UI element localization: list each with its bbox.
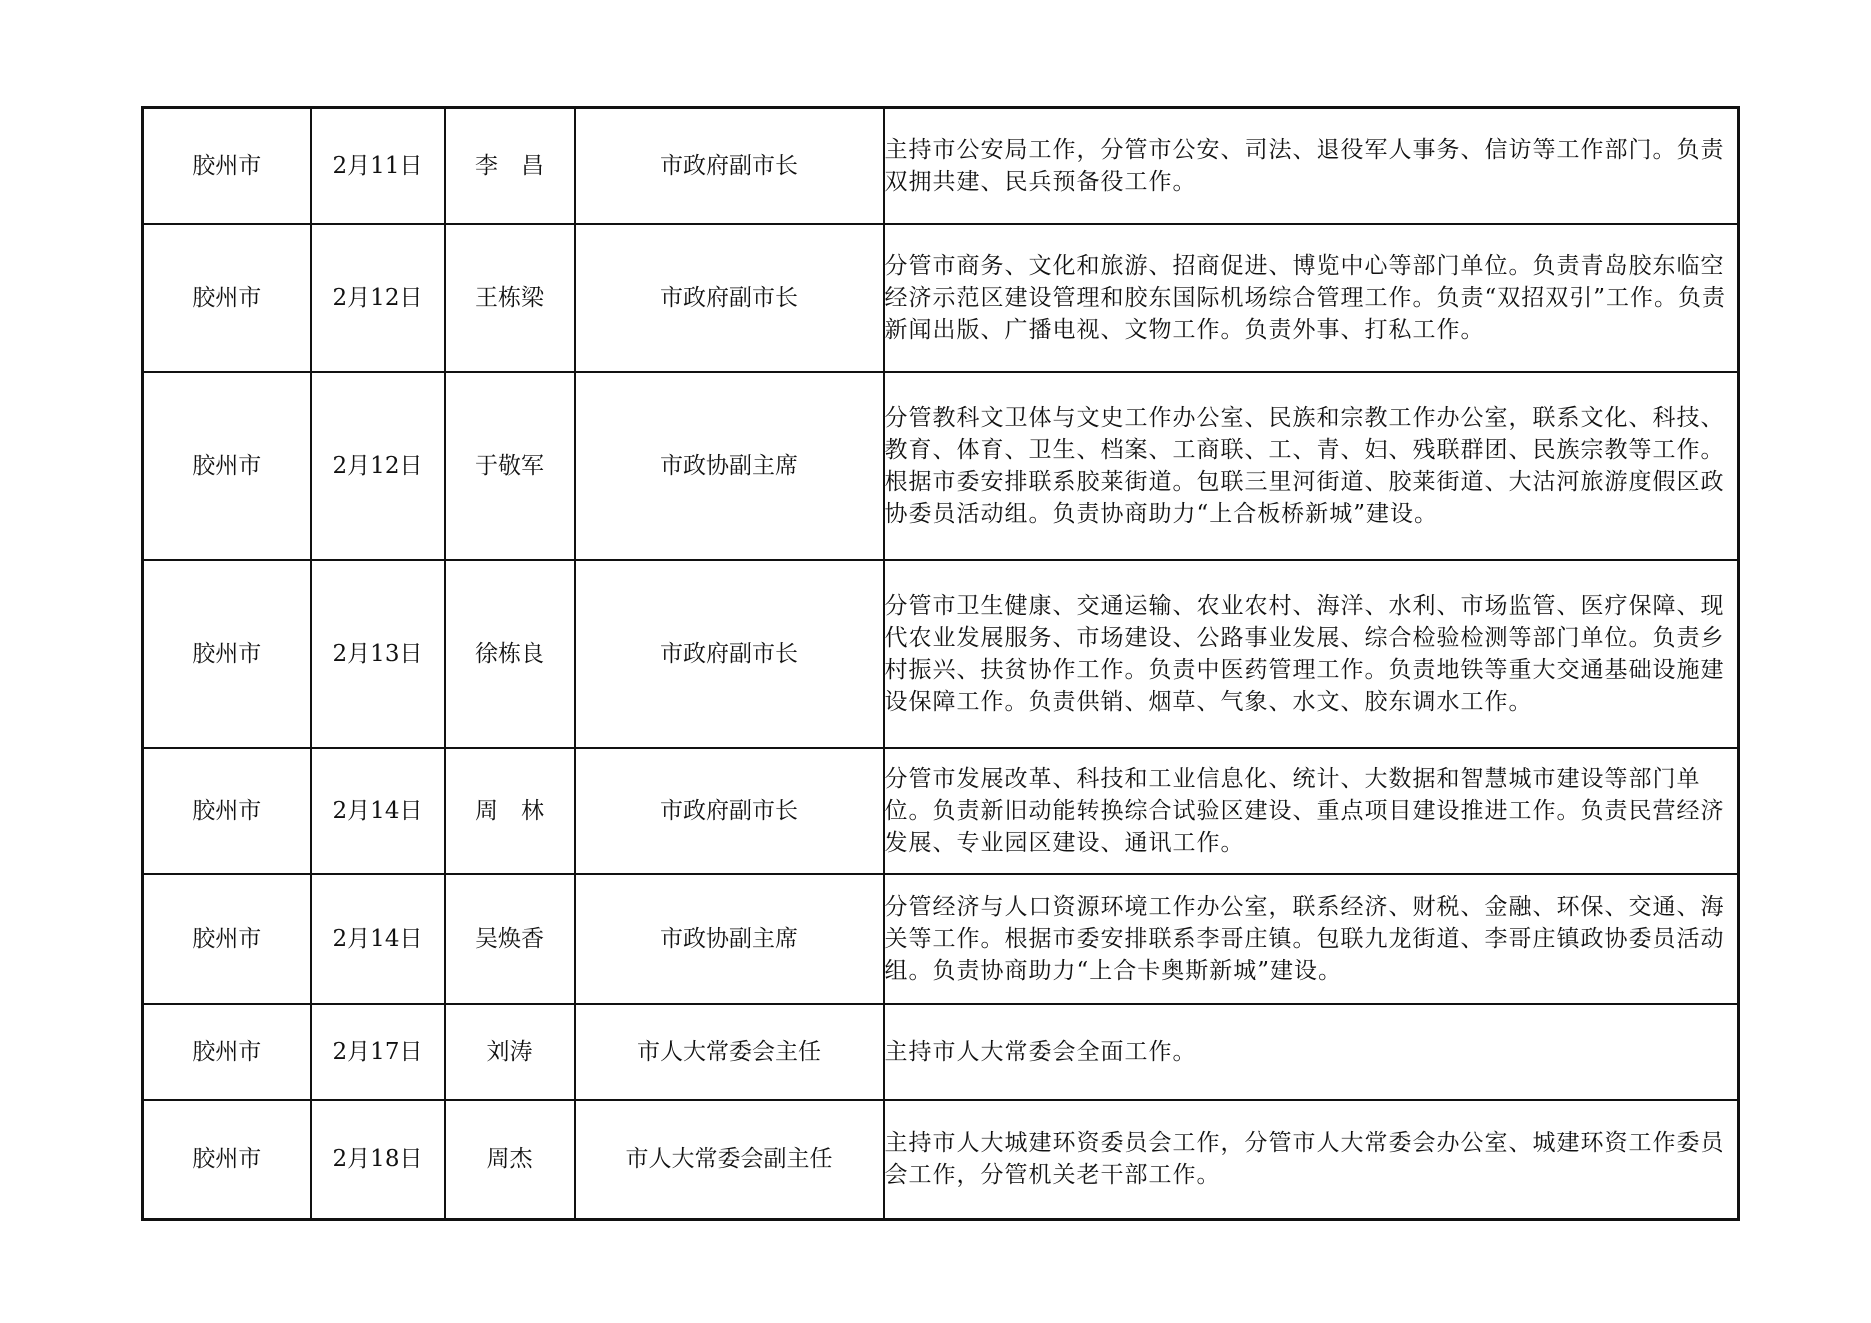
date-cell: 2月11日 xyxy=(311,108,445,224)
table-row xyxy=(143,748,1739,874)
duties-cell: 分管市发展改革、科技和工业信息化、统计、大数据和智慧城市建设等部门单位。负责新旧动能转换综合试验区建设、重点项目建设推进工作。负责民营经济发展、专业园区建设、通讯工作。 xyxy=(884,748,1739,874)
date-cell: 2月17日 xyxy=(311,1004,445,1100)
duties-cell: 分管经济与人口资源环境工作办公室，联系经济、财税、金融、环保、交通、海关等工作。根据市委安排联系李哥庄镇。包联九龙街道、李哥庄镇政协委员活动组。负责协商助力“上合卡奥斯新城”建设。 xyxy=(884,874,1739,1004)
name-cell: 刘涛 xyxy=(445,1004,575,1100)
city-cell: 胶州市 xyxy=(143,108,311,224)
date-cell: 2月18日 xyxy=(311,1100,445,1220)
table-row xyxy=(143,874,1739,1004)
date-cell: 2月12日 xyxy=(311,224,445,372)
name-cell: 于敬军 xyxy=(445,372,575,560)
city-cell: 胶州市 xyxy=(143,560,311,748)
table-row xyxy=(143,1100,1739,1220)
duties-cell: 分管市卫生健康、交通运输、农业农村、海洋、水利、市场监管、医疗保障、现代农业发展服务、市场建设、公路事业发展、综合检验检测等部门单位。负责乡村振兴、扶贫协作工作。负责中医药管理工作。负责地铁等重大交通基础设施建设保障工作。负责供销、烟草、气象、水文、胶东调水工作。 xyxy=(884,560,1739,748)
date-cell: 2月14日 xyxy=(311,874,445,1004)
position-cell: 市政协副主席 xyxy=(575,874,884,1004)
duties-cell: 主持市公安局工作，分管市公安、司法、退役军人事务、信访等工作部门。负责双拥共建、民兵预备役工作。 xyxy=(884,108,1739,224)
name-cell: 周杰 xyxy=(445,1100,575,1220)
duties-cell: 主持市人大常委会全面工作。 xyxy=(884,1004,1739,1100)
city-cell: 胶州市 xyxy=(143,874,311,1004)
city-cell: 胶州市 xyxy=(143,1004,311,1100)
position-cell: 市政府副市长 xyxy=(575,224,884,372)
name-cell: 吴焕香 xyxy=(445,874,575,1004)
leader-schedule-table xyxy=(141,106,1740,1221)
name-cell: 王栋梁 xyxy=(445,224,575,372)
date-cell: 2月13日 xyxy=(311,560,445,748)
name-cell: 周 林 xyxy=(445,748,575,874)
position-cell: 市政府副市长 xyxy=(575,108,884,224)
table-row xyxy=(143,372,1739,560)
city-cell: 胶州市 xyxy=(143,372,311,560)
position-cell: 市政府副市长 xyxy=(575,748,884,874)
city-cell: 胶州市 xyxy=(143,1100,311,1220)
city-cell: 胶州市 xyxy=(143,224,311,372)
table-row xyxy=(143,1004,1739,1100)
table-row xyxy=(143,224,1739,372)
position-cell: 市人大常委会主任 xyxy=(575,1004,884,1100)
duties-cell: 主持市人大城建环资委员会工作，分管市人大常委会办公室、城建环资工作委员会工作，分管机关老干部工作。 xyxy=(884,1100,1739,1220)
table-row xyxy=(143,560,1739,748)
duties-cell: 分管市商务、文化和旅游、招商促进、博览中心等部门单位。负责青岛胶东临空经济示范区建设管理和胶东国际机场综合管理工作。负责“双招双引”工作。负责新闻出版、广播电视、文物工作。负责外事、打私工作。 xyxy=(884,224,1739,372)
date-cell: 2月12日 xyxy=(311,372,445,560)
city-cell: 胶州市 xyxy=(143,748,311,874)
name-cell: 李 昌 xyxy=(445,108,575,224)
position-cell: 市政协副主席 xyxy=(575,372,884,560)
position-cell: 市政府副市长 xyxy=(575,560,884,748)
position-cell: 市人大常委会副主任 xyxy=(575,1100,884,1220)
duties-cell: 分管教科文卫体与文史工作办公室、民族和宗教工作办公室，联系文化、科技、教育、体育、卫生、档案、工商联、工、青、妇、残联群团、民族宗教等工作。根据市委安排联系胶莱街道。包联三里河街道、胶莱街道、大沽河旅游度假区政协委员活动组。负责协商助力“上合板桥新城”建设。 xyxy=(884,372,1739,560)
table-row xyxy=(143,108,1739,224)
name-cell: 徐栋良 xyxy=(445,560,575,748)
date-cell: 2月14日 xyxy=(311,748,445,874)
